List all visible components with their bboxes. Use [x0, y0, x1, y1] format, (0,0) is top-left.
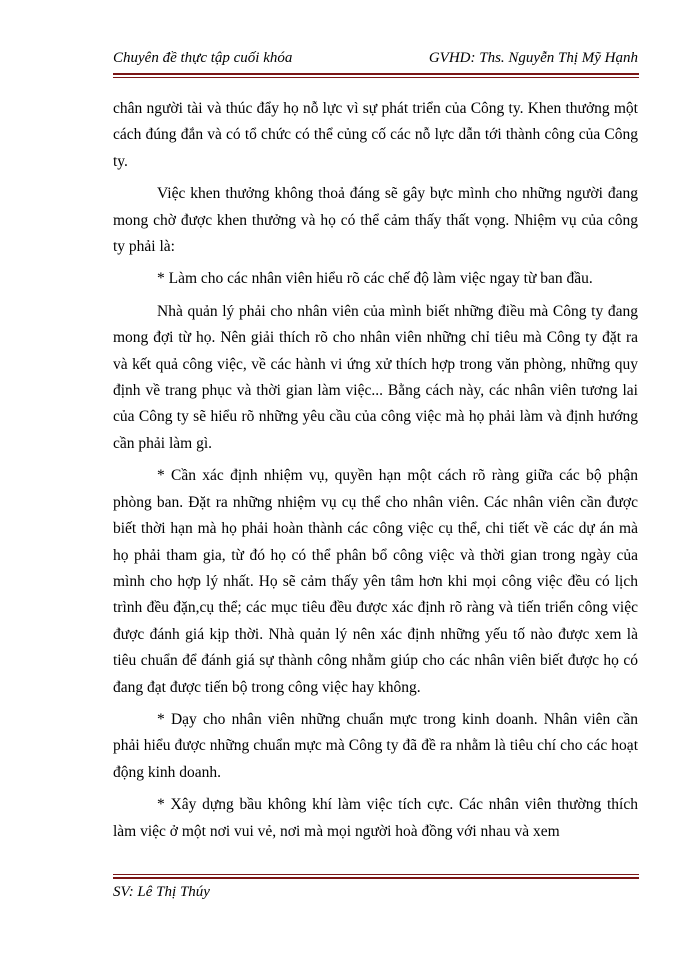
header-course-title: Chuyên đề thực tập cuối khóa [113, 50, 293, 66]
header-supervisor: GVHD: Ths. Nguyễn Thị Mỹ Hạnh [428, 50, 638, 66]
page-footer-student: SV: Lê Thị Thúy [113, 884, 210, 900]
page-header [113, 50, 638, 70]
bullet-bau-khong-khi: * Xây dựng bầu không khí làm việc tích cực. Các nhân viên thường thích làm việc ở một nơi vui vẻ, nơi mà mọi người hoà đồng với nhau và xem [113, 796, 638, 840]
footer-rule-thin [113, 874, 639, 875]
paragraph-continuation: chân người tài và thúc đẩy họ nỗ lực vì sự phát triển của Công ty. Khen thưởng một cách đúng đắn và có tổ chức có thể củng cố các nỗ lực dẫn tới thành công của Công ty. [113, 100, 638, 170]
bullet-chuan-muc-kinh-doanh: * Dạy cho nhân viên những chuẩn mực trong kinh doanh. Nhân viên cần phải hiểu được những chuẩn mực mà Công ty đã đề ra nhằm là tiêu chí cho các hoạt động kinh doanh. [113, 710, 638, 781]
bullet-che-do-lam-viec: * Làm cho các nhân viên hiểu rõ các chế độ làm việc ngay từ ban đầu. [157, 270, 593, 288]
paragraph-nha-quan-ly: Nhà quản lý phải cho nhân viên của mình biết những điều mà Công ty đang mong đợi từ họ. Nên giải thích rõ cho nhân viên những chỉ tiêu mà Công ty đặt ra và kết quả công việc, về các hành vi ứng xử thích hợp trong văn phòng, những quy định về trang phục và thời gian làm việc... Bằng cách này, các nhân viên tương lai của Công ty sẽ hiểu rõ những yêu cầu của công việc mà họ phải làm và định hướng cần phải làm gì. [113, 302, 638, 452]
paragraph-khen-thuong: Việc khen thưởng không thoả đáng sẽ gây bực mình cho những người đang mong chờ được khen thưởng và họ có thể cảm thấy thất vọng. Nhiệm vụ của công ty phải là: [113, 185, 638, 256]
header-rule-thick [113, 73, 639, 75]
bullet-nhiem-vu-quyen-han: * Cần xác định nhiệm vụ, quyền hạn một cách rõ ràng giữa các bộ phận phòng ban. Đặt ra những nhiệm vụ cụ thể cho nhân viên. Các nhân viên cần được biết thời hạn mà họ phải hoàn thành các công việc cụ thể, chi tiết về các dự án mà họ phải tham gia, từ đó họ có thể phân bổ công việc và thời gian trong ngày của mình cho hợp lý nhất. Họ sẽ cảm thấy yên tâm hơn khi mọi công việc đều có lịch trình đều đặn,cụ thể; các mục tiêu đều được xác định rõ ràng và tiến triển công việc được đánh giá kịp thời. Nhà quản lý nên xác định những yếu tố nào được xem là tiêu chuẩn để đánh giá sự thành công nhằm giúp cho các nhân viên biết được họ có đang đạt được tiến bộ trong công việc hay không. [113, 467, 638, 696]
header-rule-thin [113, 77, 639, 78]
footer-rule-thick [113, 877, 639, 879]
document-body [113, 96, 638, 851]
